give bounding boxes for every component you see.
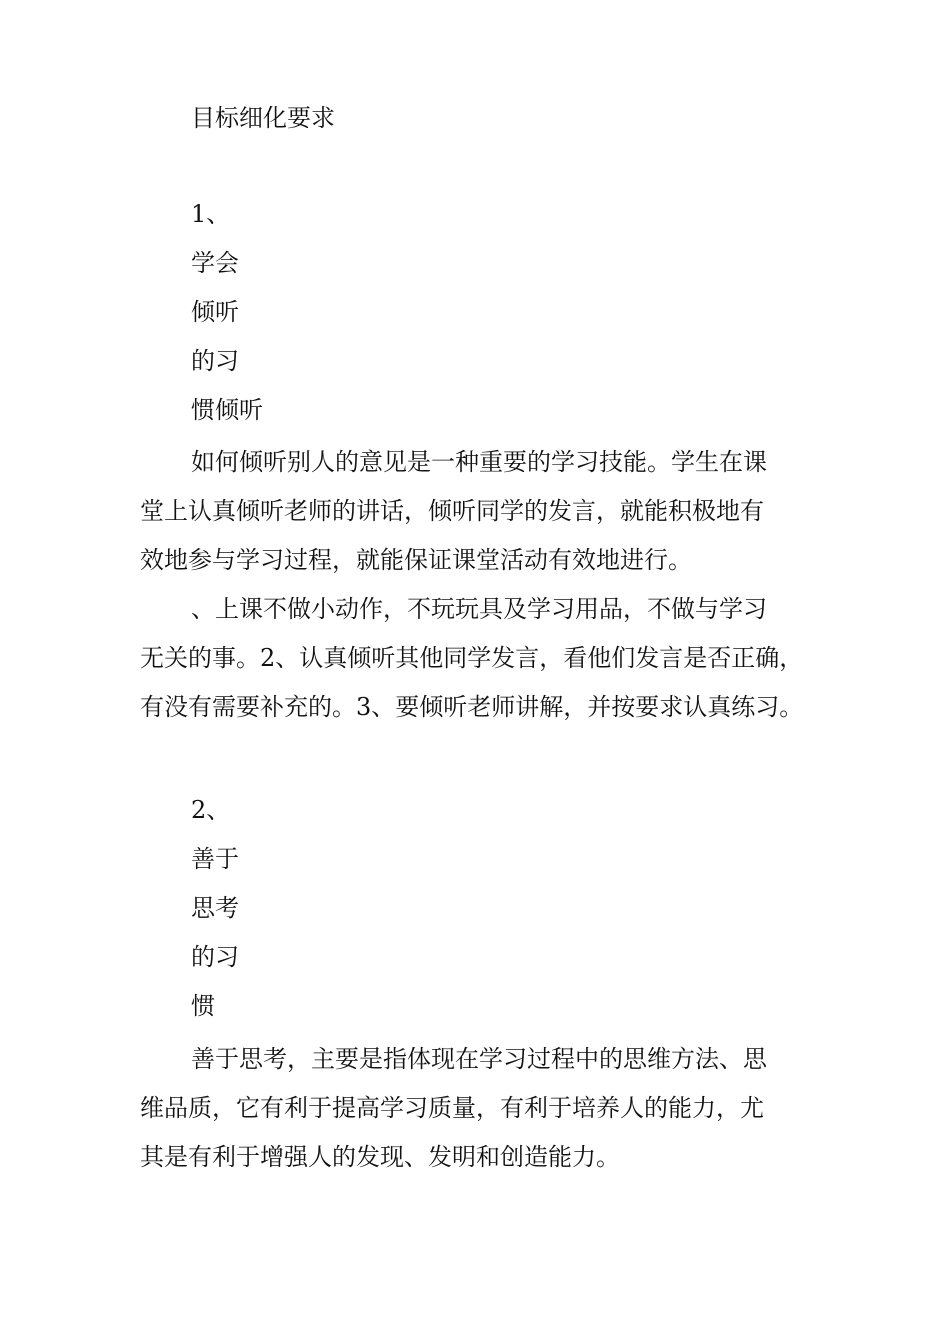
section-1-paragraph-1-line: 效地参与学习过程，就能保证课堂活动有效地进行。: [140, 546, 692, 574]
section-1-heading-line: 惯倾听: [191, 396, 263, 424]
section-1-paragraph-1-line: 堂上认真倾听老师的讲话，倾听同学的发言，就能积极地有: [140, 497, 764, 525]
section-1-heading-line: 学会: [191, 249, 239, 277]
section-1-paragraph-1-line: 如何倾听别人的意见是一种重要的学习技能。学生在课: [191, 448, 767, 476]
section-2-heading-line: 惯: [191, 992, 215, 1020]
section-2-number: 2、: [191, 796, 231, 824]
section-1-heading-line: 的习: [191, 347, 239, 375]
section-1-paragraph-2-line: 、上课不做小动作，不玩玩具及学习用品，不做与学习: [191, 595, 767, 623]
section-1-number: 1、: [191, 200, 231, 228]
section-2-heading-line: 善于: [191, 845, 239, 873]
section-2-paragraph-1-line: 善于思考，主要是指体现在学习过程中的思维方法、思: [191, 1045, 767, 1073]
section-1-heading-line: 倾听: [191, 298, 239, 326]
section-2-heading-line: 思考: [191, 894, 239, 922]
section-2-heading-line: 的习: [191, 943, 239, 971]
section-1-paragraph-2-line: 有没有需要补充的。3、要倾听老师讲解，并按要求认真练习。: [140, 693, 804, 721]
section-2-paragraph-1-line: 其是有利于增强人的发现、发明和创造能力。: [140, 1143, 620, 1171]
section-1-paragraph-2-line: 无关的事。2、认真倾听其他同学发言，看他们发言是否正确，: [140, 644, 804, 672]
document-title: 目标细化要求: [191, 104, 335, 132]
section-2-paragraph-1-line: 维品质，它有利于提高学习质量，有利于培养人的能力，尤: [140, 1094, 764, 1122]
